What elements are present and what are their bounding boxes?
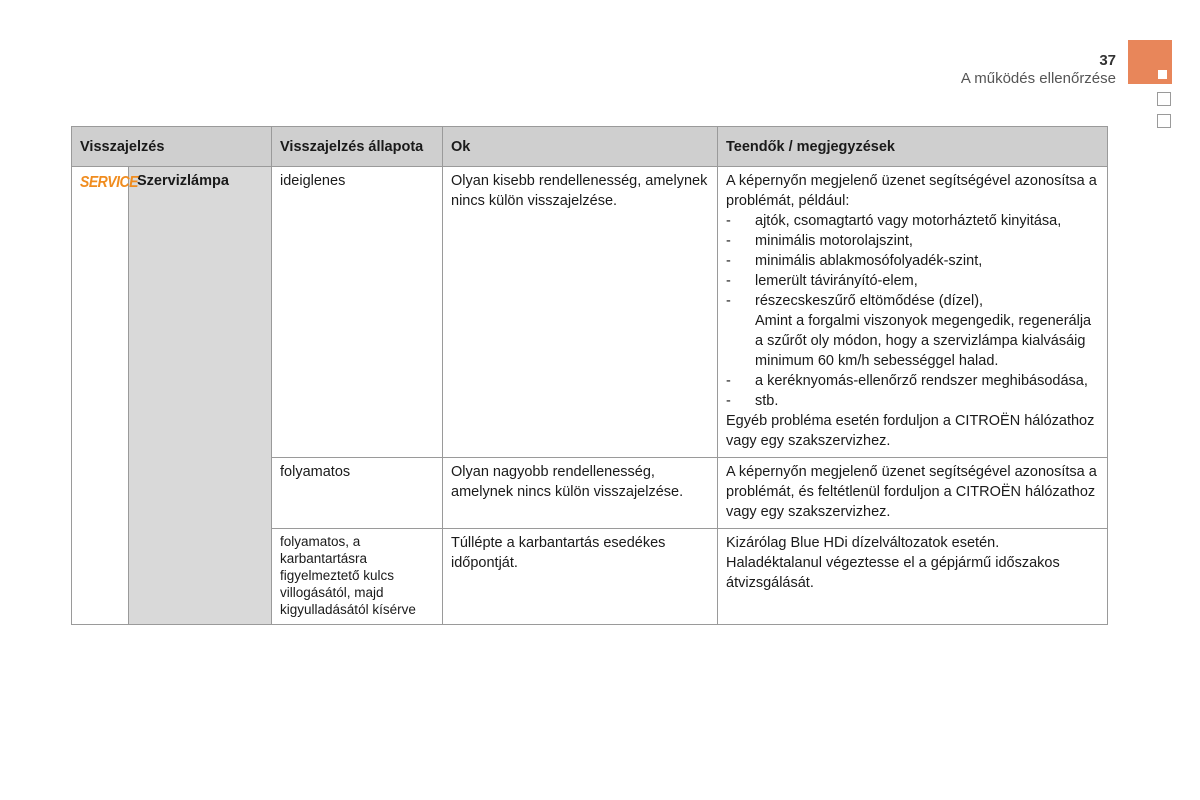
service-warning-icon: SERVICE: [80, 171, 138, 191]
page-nav-square: [1157, 92, 1171, 106]
list-item: [726, 291, 1099, 371]
table-row: [72, 167, 1108, 458]
cause-cell: Olyan nagyobb rendellenesség, amelynek nincs külön visszajelzése.: [443, 458, 718, 529]
list-item: - lemerült távirányító-elem,: [726, 271, 1099, 291]
chapter-tab-marker: [1128, 40, 1172, 84]
page-number: 37: [1099, 52, 1116, 69]
action-cell: [718, 167, 1108, 458]
section-title: A működés ellenőrzése: [960, 70, 1116, 87]
action-intro: A képernyőn megjelenő üzenet segítségével azonosítsa a problémát, például:: [726, 173, 1097, 209]
state-cell: folyamatos: [272, 458, 443, 529]
list-item: - a keréknyomás-ellenőrző rendszer meghibásodása,: [726, 371, 1099, 391]
column-header-state: Visszajelzés állapota: [272, 127, 443, 167]
column-header-cause: Ok: [443, 127, 718, 167]
list-item: - minimális motorolajszint,: [726, 231, 1099, 251]
table-header-row: [72, 127, 1108, 167]
list-item-note: Amint a forgalmi viszonyok megengedik, regenerálja a szűrőt oly módon, hogy a szervizlámpa kialvásáig minimum 60 km/h sebességgel halad.: [755, 313, 1092, 369]
action-line: Kizárólag Blue HDi dízelváltozatok esetén.: [726, 535, 1000, 551]
action-list: [726, 211, 1099, 411]
cause-cell: Túllépte a karbantartás esedékes időpontját.: [443, 529, 718, 625]
column-header-action: Teendők / megjegyzések: [718, 127, 1108, 167]
indicator-name: Szervizlámpa: [129, 167, 272, 625]
action-cell: A képernyőn megjelenő üzenet segítségével azonosítsa a problémát, és feltétlenül forduljon a CITROËN hálózathoz vagy egy szakszervizhez.: [718, 458, 1108, 529]
state-cell: folyamatos, a karbantartásra figyelmeztető kulcs villogásától, majd kigyulladásától kísérve: [272, 529, 443, 625]
tab-dot: [1158, 70, 1167, 79]
action-outro: Egyéb probléma esetén forduljon a CITROËN hálózathoz vagy egy szakszervizhez.: [726, 413, 1095, 449]
indicator-icon-cell: [72, 167, 138, 625]
list-item-text: részecskeszűrő eltömődése (dízel),: [755, 293, 984, 309]
warning-light-table: [71, 126, 1108, 625]
cause-cell: Olyan kisebb rendellenesség, amelynek nincs külön visszajelzése.: [443, 167, 718, 458]
state-cell: ideiglenes: [272, 167, 443, 458]
action-line: Haladéktalanul végeztesse el a gépjármű időszakos átvizsgálását.: [726, 555, 1060, 591]
page-nav-square: [1157, 114, 1171, 128]
list-item: - minimális ablakmosófolyadék-szint,: [726, 251, 1099, 271]
list-item: - ajtók, csomagtartó vagy motorháztető kinyitása,: [726, 211, 1099, 231]
action-cell: [718, 529, 1108, 625]
list-item: - stb.: [726, 391, 1099, 411]
column-header-indicator: Visszajelzés: [72, 127, 272, 167]
